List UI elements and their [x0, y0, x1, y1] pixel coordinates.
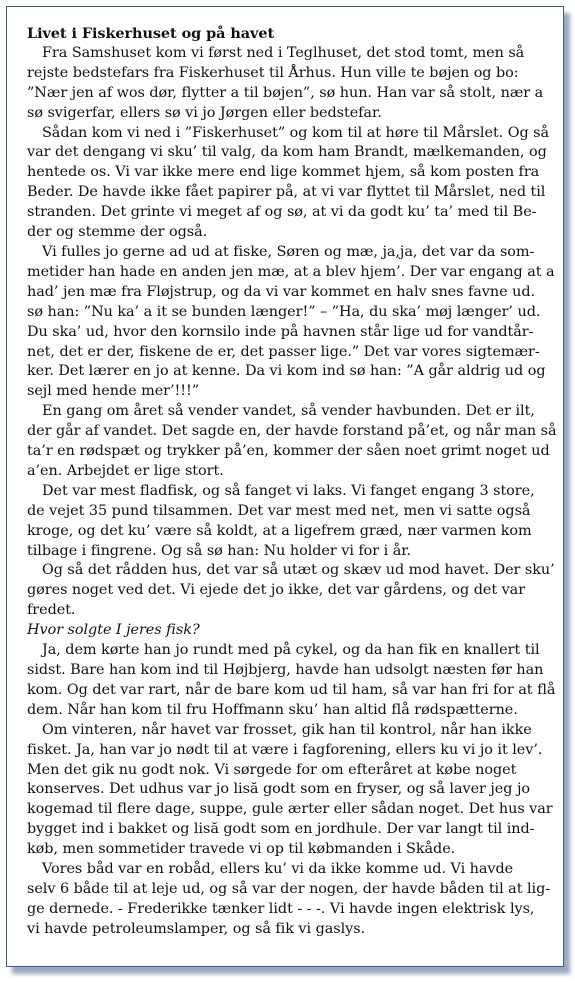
text-line: sø han: ”Nu ka’ a it se bunden længer!” – ”Ha, du ska’ møj længer’ ud.	[27, 303, 541, 320]
text-line: sø svigerfar, ellers sø vi jo Jørgen eller bedstefar.	[27, 104, 382, 121]
text-line: selv 6 både til at leje ud, og så var der nogen, der havde båden til at lig-	[27, 880, 551, 897]
text-line: fisket. Ja, han var jo nødt til at være i fagforening, ellers ku vi jo it lev’.	[27, 741, 543, 758]
text-line: Du ska’ ud, hvor den kornsilo inde på havnen står lige ud for vandtår-	[27, 323, 534, 340]
text-line: gøres noget ved det. Vi ejede det jo ikke, det var gårdens, og det var	[27, 582, 526, 599]
text-line: hentede os. Vi var ikke mere end lige kommet hjem, så kom posten fra	[27, 164, 540, 181]
text-line: konserves. Det udhus var jo lisă godt som en fryser, og så laver jeg jo	[27, 781, 530, 798]
text-line: tilbage i fingrene. Og så sø han: Nu holder vi for i år.	[27, 542, 412, 559]
article-text	[27, 24, 563, 940]
text-line: der og stemme der også.	[27, 224, 208, 241]
paragraph-first-line: Vores båd var en robåd, ellers ku’ vi da ikke komme ud. Vi havde	[42, 861, 514, 878]
paragraph-first-line: Vi fulles jo gerne ad ud at fiske, Søren og mæ, ja,ja, det var da som-	[42, 243, 535, 260]
text-line: vi havde petroleumslamper, og så fik vi gaslys.	[27, 920, 366, 937]
text-line: metider han hade en anden jen mæ, at a blev hjem’. Der var engang at a	[27, 263, 555, 280]
text-line: net, det er der, fiskene de er, det passer lige.” Det var vores sigtemær-	[27, 343, 540, 360]
paragraph-first-line: Det var mest fladfisk, og så fanget vi laks. Vi fanget engang 3 store,	[42, 482, 535, 499]
text-line: sejl med hende mer’!!!”	[27, 383, 200, 400]
text-line: bygget ind i bakket og lisă godt som en jordhule. Der var langt til ind-	[27, 821, 535, 838]
paragraph-first-line: Sådan kom vi ned i ”Fiskerhuset” og kom til at høre til Mårslet. Og så	[42, 124, 550, 141]
text-line: stranden. Det grinte vi meget af og sø, at vi da godt ku’ ta’ med til Be-	[27, 204, 537, 221]
text-line: fredet.	[27, 602, 76, 619]
paragraph-first-line: Fra Samshuset kom vi først ned i Teglhuset, det stod tomt, men så	[42, 44, 525, 61]
text-line: de vejet 35 pund tilsammen. Det var mest med net, men vi satte også	[27, 502, 531, 519]
text-line: kom. Og det var rart, når de bare kom ud til ham, så var han fri for at flå	[27, 681, 556, 698]
text-line: Beder. De havde ikke fået papirer på, at vi var flyttet til Mårslet, ned til	[27, 184, 546, 201]
paragraph-first-line: En gang om året så vender vandet, så vender havbunden. Det er ilt,	[42, 403, 535, 420]
text-line: ”Nær jen af wos dør, flytter a til bøjen”, sø hun. Han var så stolt, nær a	[27, 84, 544, 101]
paragraph-first-line: Ja, dem kørte han jo rundt med på cykel, og da han fik en knallert til	[42, 642, 540, 659]
text-line: kogemad til flere dage, suppe, gule ærter eller sådan noget. Det hus var	[27, 801, 553, 818]
text-line: Men det gik nu godt nok. Vi sørgede for om efteråret at købe noget	[27, 761, 517, 778]
text-line: dem. Når han kom til fru Hoffmann sku’ han altid flå rødspætterne.	[27, 701, 518, 718]
text-line: sidst. Bare han kom ind til Højbjerg, havde han udsolgt næsten før han	[27, 662, 544, 678]
text-line: der går af vandet. Det sagde en, der havde forstand på’et, og når man så	[27, 423, 557, 440]
text-line: var det dengang vi sku’ til valg, da kom ham Brandt, mælkemanden, og	[27, 144, 547, 161]
text-line: rejste bedstefars fra Fiskerhuset til Århus. Hun ville te bøjen og bo:	[27, 64, 519, 81]
text-line: kroge, og det ku’ være så koldt, at a ligefrem græd, nær varmen kom	[27, 522, 532, 539]
text-line: ker. Det lærer en jo at kenne. Da vi kom ind sø han: ”A går aldrig ud og	[27, 363, 546, 380]
article-heading: Livet i Fiskerhuset og på havet	[27, 25, 275, 42]
text-line: a’en. Arbejdet er lige stort.	[27, 462, 224, 479]
interview-question: Hvor solgte I jeres fisk?	[27, 622, 200, 639]
document-frame	[6, 6, 564, 967]
text-line: had’ jen mæ fra Fløjstrup, og da vi var kommet en halv snes favne ud.	[27, 283, 536, 300]
text-line: køb, men sommetider travede vi op til købmanden i Skåde.	[27, 841, 456, 858]
text-line: ta’r en rødspæt og trykker på’en, kommer der såen noet grimt noget ud	[27, 443, 550, 460]
text-line: ge dernede. - Frederikke tænker lidt - - -. Vi havde ingen elektrisk lys,	[27, 900, 535, 917]
paragraph-first-line: Og så det rådden hus, det var så utæt og skæv ud mod havet. Der sku’	[42, 562, 555, 579]
paragraph-first-line: Om vinteren, når havet var frosset, gik han til kontrol, når han ikke	[42, 721, 532, 738]
